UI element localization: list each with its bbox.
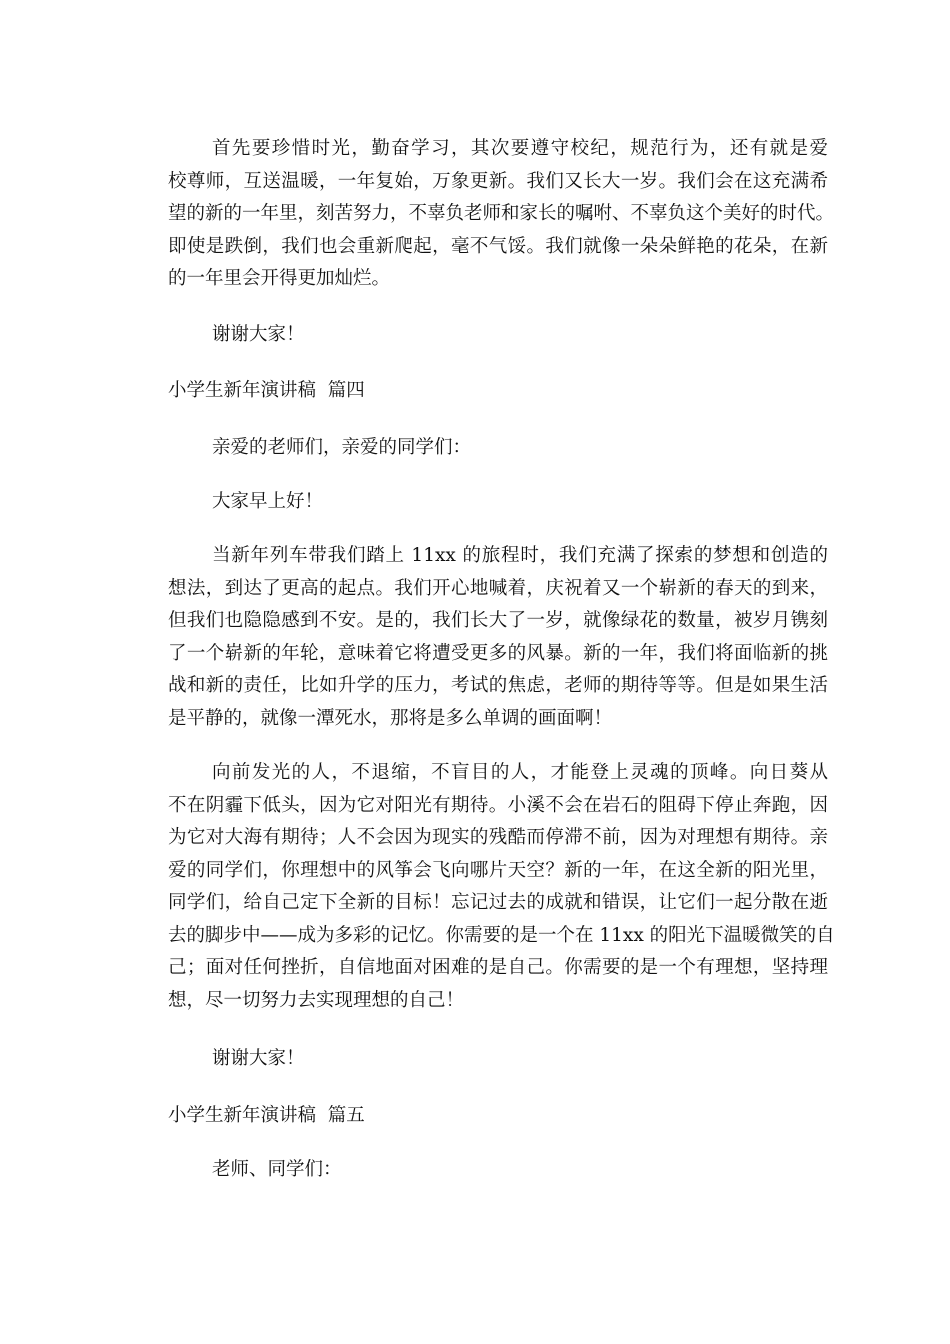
paragraph-line: 但我们也隐隐感到不安。是的，我们长大了一岁，就像绿花的数量，被岁月镌刻	[168, 610, 828, 631]
thanks-line: 谢谢大家！	[212, 324, 305, 345]
section-heading-5: 小学生新年演讲稿 篇五	[168, 1105, 365, 1126]
paragraph-line: 即使是跌倒，我们也会重新爬起，毫不气馁。我们就像一朵朵鲜艳的花朵，在新	[168, 235, 828, 257]
section-heading-4: 小学生新年演讲稿 篇四	[168, 380, 365, 401]
paragraph-line: 己；面对任何挫折，自信地面对困难的是自己。你需要的是一个有理想，坚持理	[168, 957, 828, 978]
paragraph-line: 想法，到达了更高的起点。我们开心地喊着，庆祝着又一个崭新的春天的到来，	[168, 577, 828, 599]
paragraph-line: 是平静的，就像一潭死水，那将是多么单调的画面啊！	[168, 707, 613, 729]
paragraph-line: 战和新的责任，比如升学的压力，考试的焦虑，老师的期待等等。但是如果生活	[168, 675, 828, 696]
greeting-4: 亲爱的老师们，亲爱的同学们：	[212, 437, 472, 458]
thanks-line: 谢谢大家！	[212, 1048, 305, 1069]
paragraph-line: 为它对大海有期待；人不会因为现实的残酷而停滞不前，因为对理想有期待。亲	[168, 827, 828, 848]
paragraph-2	[168, 540, 828, 735]
paragraph-3	[168, 757, 835, 1017]
paragraph-line: 同学们，给自己定下全新的目标！忘记过去的成就和错误，让它们一起分散在逝	[168, 892, 828, 913]
paragraph-line: 首先要珍惜时光，勤奋学习，其次要遵守校纪，规范行为，还有就是爱	[212, 138, 828, 159]
paragraph-1	[168, 133, 835, 296]
morning-greeting-4: 大家早上好！	[212, 491, 324, 512]
paragraph-line: 当新年列车带我们踏上 11xx 的旅程时，我们充满了探索的梦想和创造的	[212, 545, 828, 566]
paragraph-line: 想，尽一切努力去实现理想的自己！	[168, 989, 465, 1011]
paragraph-line: 了一个崭新的年轮，意味着它将遭受更多的风暴。新的一年，我们将面临新的挑	[168, 642, 828, 664]
paragraph-line: 爱的同学们，你理想中的风筝会飞向哪片天空？新的一年，在这全新的阳光里，	[168, 859, 828, 881]
paragraph-line: 校尊师，互送温暖，一年复始，万象更新。我们又长大一岁。我们会在这充满希	[168, 170, 828, 192]
paragraph-line: 向前发光的人，不退缩，不盲目的人，才能登上灵魂的顶峰。向日葵从	[212, 762, 828, 783]
greeting-5: 老师、同学们：	[212, 1159, 342, 1180]
paragraph-line: 的一年里会开得更加灿烂。	[168, 268, 391, 289]
paragraph-line: 不在阴霾下低头，因为它对阳光有期待。小溪不会在岩石的阻碍下停止奔跑，因	[168, 794, 828, 816]
paragraph-line: 去的脚步中——成为多彩的记忆。你需要的是一个在 11xx 的阳光下温暖微笑的自	[168, 924, 835, 946]
paragraph-line: 望的新的一年里，刻苦努力，不辜负老师和家长的嘱咐、不辜负这个美好的时代。	[168, 203, 835, 224]
